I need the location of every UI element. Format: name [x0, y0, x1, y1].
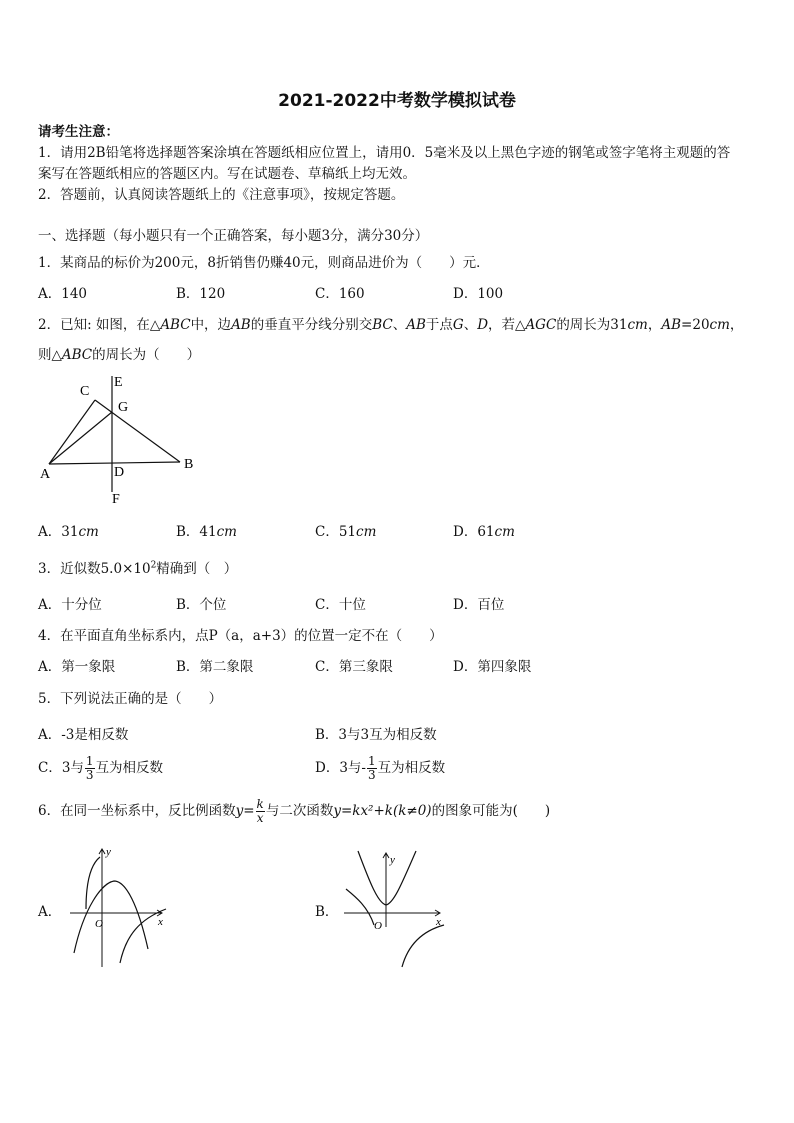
label-x: x	[158, 916, 163, 928]
q2-option-a: A．31cm	[38, 524, 99, 540]
q5-option-b: B．3与3互为相反数	[315, 727, 437, 743]
q3-option-a: A．十分位	[38, 597, 102, 613]
q3-option-b: B．个位	[176, 597, 227, 613]
label-a: A	[40, 467, 51, 482]
q2-option-c: C．51cm	[315, 524, 377, 540]
fraction: $\frac{1}{3}$	[367, 754, 376, 782]
triangle-figure	[30, 370, 210, 510]
label-b: B	[184, 457, 194, 472]
q6-option-a: A．	[38, 904, 62, 920]
question-1-stem: 1．某商品的标价为200元，8折销售仍赚40元，则商品进价为（ ）元．	[38, 255, 490, 271]
q1-option-d: D．100	[453, 286, 504, 302]
fraction-k-over-x: $\frac{k}{x}$	[256, 797, 264, 825]
segment-ab	[49, 462, 180, 464]
label-origin: O	[374, 920, 382, 932]
page-title: 2021-2022中考数学模拟试卷	[278, 91, 516, 111]
question-5-stem: 5．下列说法正确的是（ ）	[38, 691, 223, 707]
q4-option-b: B．第二象限	[176, 659, 254, 675]
q4-option-d: D．第四象限	[453, 659, 532, 675]
parabola-curve	[358, 851, 416, 905]
question-3-stem: 3．近似数$5.0\times 10^2$精确到（ ）	[38, 560, 238, 577]
hyperbola-branch-right	[402, 925, 444, 967]
question-2-line-2: 则△ABC的周长为（ ）	[38, 347, 201, 363]
graph-option-b	[336, 845, 450, 971]
question-4-stem: 4．在平面直角坐标系内，点P（a，a+3）的位置一定不在（ ）	[38, 628, 443, 644]
notice-line-2: 案写在答题纸相应的答题区内。写在试题卷、草稿纸上均无效。	[38, 166, 416, 182]
q1-option-c: C．160	[315, 286, 365, 302]
graph-option-a	[62, 845, 174, 971]
q5-option-d: D．3与- $\frac{1}{3}$ 互为相反数	[315, 754, 446, 782]
q6-option-b: B．	[315, 904, 339, 920]
hyperbola-branch-left	[346, 889, 374, 925]
question-6-stem: 6．在同一坐标系中，反比例函数y= $\frac{k}{x}$ 与二次函数y=kx²+k(k≠0)的图象可能为( )	[38, 797, 551, 825]
notice-line-1: 1．请用2B铅笔将选择题答案涂填在答题纸相应位置上，请用0．5毫米及以上黑色字迹的钢笔或签字笔将主观题的答	[38, 145, 731, 161]
label-x: x	[436, 916, 441, 928]
notice-line-3: 2．答题前，认真阅读答题纸上的《注意事项》，按规定答题。	[38, 187, 405, 203]
q3-option-c: C．十位	[315, 597, 366, 613]
q4-option-c: C．第三象限	[315, 659, 393, 675]
label-origin: O	[95, 918, 103, 930]
label-f: F	[112, 492, 120, 507]
q5-option-a: A．-3是相反数	[38, 727, 129, 743]
q1-option-a: A．140	[38, 286, 88, 302]
question-2-line-1: 2．已知: 如图，在△ABC中，边AB的垂直平分线分别交BC、AB于点G、D，若△AGC的周长为31cm，AB=20cm，	[38, 317, 744, 333]
q3-option-d: D．百位	[453, 597, 505, 613]
label-y: y	[390, 854, 395, 866]
q4-option-a: A．第一象限	[38, 659, 116, 675]
q2-option-d: D．61cm	[453, 524, 515, 540]
label-g: G	[118, 400, 129, 415]
label-d: D	[114, 465, 125, 480]
section-heading: 一、选择题（每小题只有一个正确答案，每小题3分，满分30分）	[38, 228, 429, 244]
q1-option-b: B．120	[176, 286, 226, 302]
q5-option-c: C．3与 $\frac{1}{3}$ 互为相反数	[38, 754, 164, 782]
fraction: $\frac{1}{3}$	[85, 754, 94, 782]
label-e: E	[114, 375, 123, 390]
segment-cb	[95, 400, 180, 462]
label-y: y	[106, 846, 111, 858]
label-c: C	[80, 384, 90, 399]
q2-option-b: B．41cm	[176, 524, 237, 540]
notice-heading: 请考生注意：	[38, 124, 119, 140]
parabola-curve	[74, 881, 148, 953]
